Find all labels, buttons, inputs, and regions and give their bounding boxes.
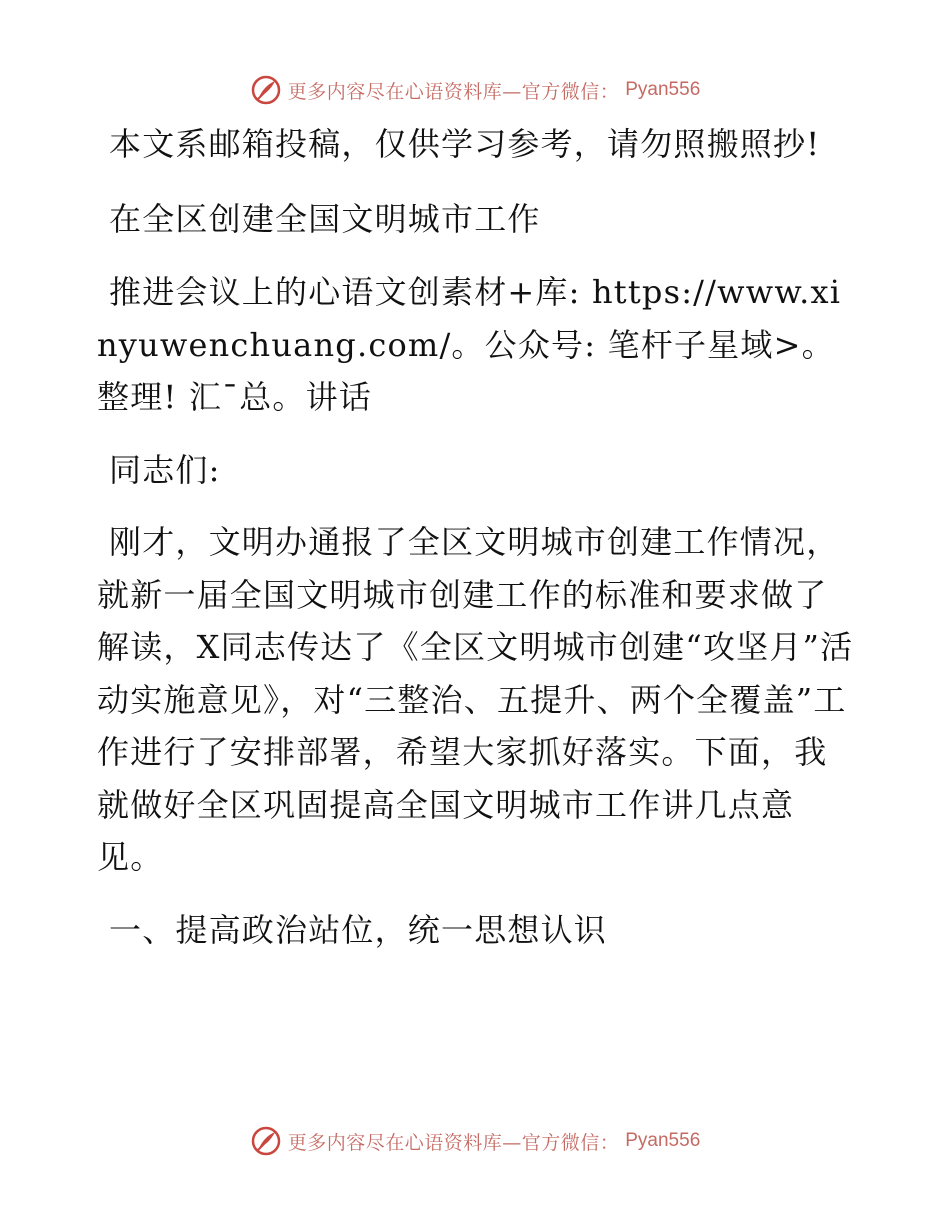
- watermark-wechat-handle: Pyan556: [625, 1130, 701, 1151]
- watermark-text: 更多内容尽在心语资料库—官方微信：: [287, 80, 620, 103]
- notice-paragraph: 本文系邮箱投稿，仅供学习参考，请勿照搬照抄!: [109, 125, 821, 163]
- feather-pen-logo-icon: [250, 74, 282, 106]
- section-heading: 一、提高政治站位，统一思想认识: [109, 910, 608, 949]
- footer-watermark-banner: [0, 1121, 950, 1161]
- salutation: 同志们:: [109, 450, 221, 489]
- header-watermark-banner: [0, 70, 950, 110]
- feather-pen-logo-icon: [250, 1125, 282, 1157]
- watermark-wechat-handle: Pyan556: [625, 79, 701, 100]
- document-body: [97, 118, 857, 956]
- document-subtitle: 推进会议上的心语文创素材+库: https://www.xinyuwenchuang.com/。公众号: 笔杆子星域>。整理! 汇¯总。讲话: [97, 273, 842, 416]
- document-title: 在全区创建全国文明城市工作: [109, 199, 541, 238]
- body-paragraph: 刚才，文明办通报了全区文明城市创建工作情况，就新一届全国文明城市创建工作的标准和要求做了解读，X同志传达了《全区文明城市创建“攻坚月”活动实施意见》，对“三整治、五提升、两个全覆盖”工作进行了安排部署，希望大家抓好落实。下面，我就做好全区巩固提高全国文明城市工作讲几点意见。: [97, 523, 854, 876]
- watermark-text: 更多内容尽在心语资料库—官方微信：: [287, 1131, 620, 1154]
